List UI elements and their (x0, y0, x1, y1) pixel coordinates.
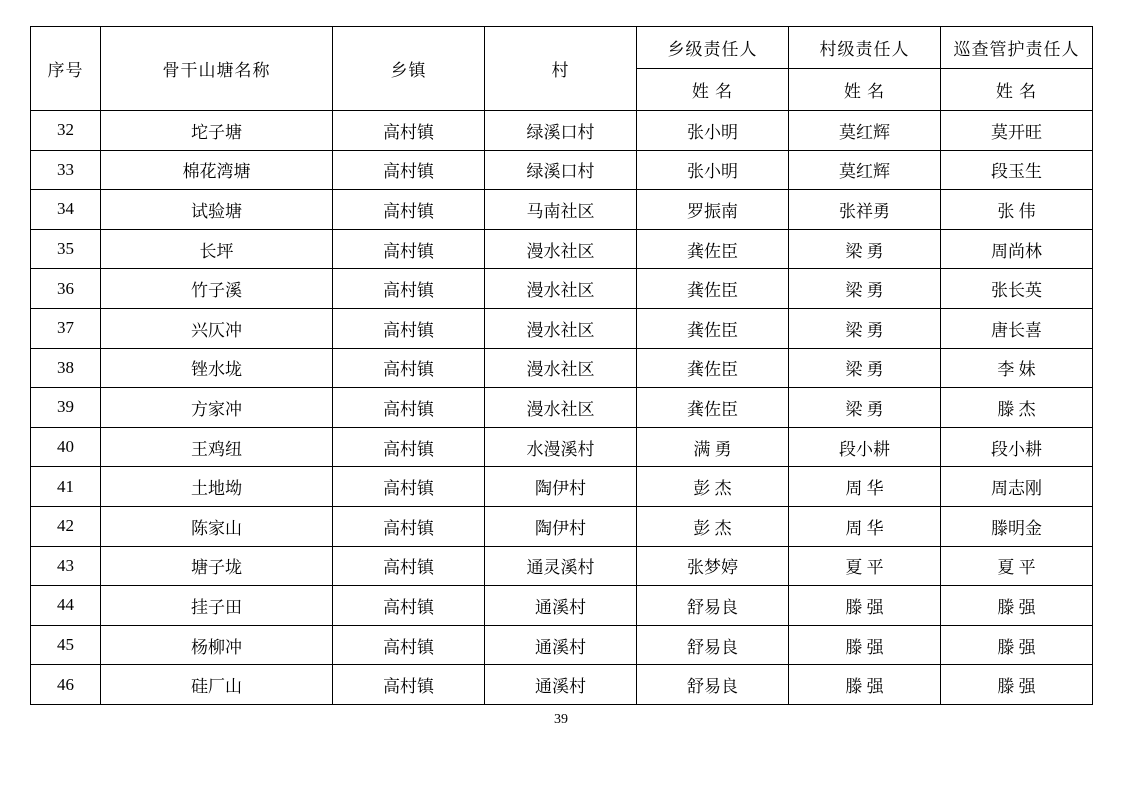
cell-village: 漫水社区 (485, 269, 637, 309)
cell-no: 35 (31, 229, 101, 269)
cell-no: 38 (31, 348, 101, 388)
cell-no: 43 (31, 546, 101, 586)
cell-patrol-responsible: 周尚林 (941, 229, 1093, 269)
cell-town: 高村镇 (333, 269, 485, 309)
cell-patrol-responsible: 张长英 (941, 269, 1093, 309)
table-row (31, 111, 1093, 151)
cell-town: 高村镇 (333, 665, 485, 705)
cell-no: 37 (31, 308, 101, 348)
cell-township-responsible: 张小明 (637, 150, 789, 190)
cell-town: 高村镇 (333, 229, 485, 269)
cell-town: 高村镇 (333, 150, 485, 190)
cell-pond-name: 长坪 (101, 229, 333, 269)
cell-township-responsible: 张梦婷 (637, 546, 789, 586)
column-subheader-name-1: 姓 名 (637, 69, 789, 111)
cell-village: 陶伊村 (485, 506, 637, 546)
cell-township-responsible: 满 勇 (637, 427, 789, 467)
cell-village-responsible: 梁 勇 (789, 348, 941, 388)
cell-pond-name: 方家冲 (101, 388, 333, 428)
column-header-pond-name: 骨干山塘名称 (101, 27, 333, 111)
table-row (31, 229, 1093, 269)
cell-village-responsible: 梁 勇 (789, 388, 941, 428)
table-row (31, 665, 1093, 705)
cell-village: 陶伊村 (485, 467, 637, 507)
column-subheader-name-3: 姓 名 (941, 69, 1093, 111)
cell-town: 高村镇 (333, 308, 485, 348)
cell-no: 32 (31, 111, 101, 151)
cell-patrol-responsible: 张 伟 (941, 190, 1093, 230)
cell-village-responsible: 莫红辉 (789, 111, 941, 151)
cell-pond-name: 锉水垅 (101, 348, 333, 388)
cell-township-responsible: 彭 杰 (637, 506, 789, 546)
cell-no: 42 (31, 506, 101, 546)
cell-township-responsible: 舒易良 (637, 665, 789, 705)
page-number: 39 (554, 712, 568, 727)
cell-town: 高村镇 (333, 586, 485, 626)
column-header-patrol-responsible: 巡查管护责任人 (941, 27, 1093, 69)
cell-township-responsible: 龚佐臣 (637, 229, 789, 269)
cell-township-responsible: 龚佐臣 (637, 388, 789, 428)
cell-village-responsible: 滕 强 (789, 665, 941, 705)
cell-patrol-responsible: 滕 强 (941, 586, 1093, 626)
cell-village: 马南社区 (485, 190, 637, 230)
cell-pond-name: 兴仄冲 (101, 308, 333, 348)
cell-village-responsible: 周 华 (789, 467, 941, 507)
table-row (31, 506, 1093, 546)
cell-no: 33 (31, 150, 101, 190)
table-row (31, 269, 1093, 309)
table-row (31, 308, 1093, 348)
cell-village: 水漫溪村 (485, 427, 637, 467)
cell-no: 40 (31, 427, 101, 467)
cell-town: 高村镇 (333, 111, 485, 151)
table-header (31, 27, 1093, 111)
table-row (31, 190, 1093, 230)
cell-township-responsible: 彭 杰 (637, 467, 789, 507)
column-header-village-responsible: 村级责任人 (789, 27, 941, 69)
cell-no: 46 (31, 665, 101, 705)
cell-no: 34 (31, 190, 101, 230)
cell-patrol-responsible: 李 妹 (941, 348, 1093, 388)
cell-pond-name: 棉花湾塘 (101, 150, 333, 190)
responsibility-table (30, 26, 1093, 705)
cell-pond-name: 土地坳 (101, 467, 333, 507)
cell-village: 通灵溪村 (485, 546, 637, 586)
cell-patrol-responsible: 莫开旺 (941, 111, 1093, 151)
column-header-town: 乡镇 (333, 27, 485, 111)
cell-village: 绿溪口村 (485, 111, 637, 151)
cell-village-responsible: 滕 强 (789, 625, 941, 665)
cell-township-responsible: 舒易良 (637, 625, 789, 665)
table-row (31, 150, 1093, 190)
cell-town: 高村镇 (333, 190, 485, 230)
cell-township-responsible: 龚佐臣 (637, 308, 789, 348)
column-subheader-name-2: 姓 名 (789, 69, 941, 111)
cell-town: 高村镇 (333, 388, 485, 428)
cell-village-responsible: 张祥勇 (789, 190, 941, 230)
cell-pond-name: 陈家山 (101, 506, 333, 546)
cell-village: 漫水社区 (485, 388, 637, 428)
cell-pond-name: 坨子塘 (101, 111, 333, 151)
table-row (31, 546, 1093, 586)
cell-no: 36 (31, 269, 101, 309)
cell-village-responsible: 梁 勇 (789, 229, 941, 269)
cell-no: 41 (31, 467, 101, 507)
table-row (31, 427, 1093, 467)
column-header-township-responsible: 乡级责任人 (637, 27, 789, 69)
column-header-village: 村 (485, 27, 637, 111)
cell-patrol-responsible: 滕 杰 (941, 388, 1093, 428)
cell-no: 45 (31, 625, 101, 665)
cell-patrol-responsible: 唐长喜 (941, 308, 1093, 348)
cell-patrol-responsible: 滕 强 (941, 625, 1093, 665)
cell-pond-name: 硅厂山 (101, 665, 333, 705)
cell-village: 漫水社区 (485, 308, 637, 348)
cell-town: 高村镇 (333, 546, 485, 586)
cell-village-responsible: 段小耕 (789, 427, 941, 467)
cell-village: 通溪村 (485, 665, 637, 705)
cell-town: 高村镇 (333, 625, 485, 665)
cell-town: 高村镇 (333, 506, 485, 546)
cell-patrol-responsible: 夏 平 (941, 546, 1093, 586)
cell-village: 通溪村 (485, 586, 637, 626)
cell-village: 漫水社区 (485, 229, 637, 269)
cell-pond-name: 挂子田 (101, 586, 333, 626)
cell-village-responsible: 夏 平 (789, 546, 941, 586)
cell-township-responsible: 龚佐臣 (637, 269, 789, 309)
cell-village-responsible: 滕 强 (789, 586, 941, 626)
cell-town: 高村镇 (333, 467, 485, 507)
cell-patrol-responsible: 滕 强 (941, 665, 1093, 705)
cell-township-responsible: 张小明 (637, 111, 789, 151)
cell-patrol-responsible: 段小耕 (941, 427, 1093, 467)
cell-town: 高村镇 (333, 348, 485, 388)
cell-pond-name: 试验塘 (101, 190, 333, 230)
cell-town: 高村镇 (333, 427, 485, 467)
cell-village: 通溪村 (485, 625, 637, 665)
table-body (31, 111, 1093, 705)
table-row (31, 625, 1093, 665)
table-row (31, 586, 1093, 626)
cell-no: 44 (31, 586, 101, 626)
cell-village: 漫水社区 (485, 348, 637, 388)
column-header-no: 序号 (31, 27, 101, 111)
table-header-row-1 (31, 27, 1093, 69)
cell-patrol-responsible: 滕明金 (941, 506, 1093, 546)
cell-township-responsible: 龚佐臣 (637, 348, 789, 388)
cell-village-responsible: 莫红辉 (789, 150, 941, 190)
cell-no: 39 (31, 388, 101, 428)
cell-village-responsible: 周 华 (789, 506, 941, 546)
cell-patrol-responsible: 周志刚 (941, 467, 1093, 507)
cell-village-responsible: 梁 勇 (789, 269, 941, 309)
cell-pond-name: 杨柳冲 (101, 625, 333, 665)
cell-pond-name: 王鸡纽 (101, 427, 333, 467)
table-row (31, 348, 1093, 388)
cell-village: 绿溪口村 (485, 150, 637, 190)
cell-village-responsible: 梁 勇 (789, 308, 941, 348)
table-row (31, 388, 1093, 428)
cell-township-responsible: 罗振南 (637, 190, 789, 230)
cell-patrol-responsible: 段玉生 (941, 150, 1093, 190)
cell-pond-name: 塘子垅 (101, 546, 333, 586)
cell-township-responsible: 舒易良 (637, 586, 789, 626)
cell-pond-name: 竹子溪 (101, 269, 333, 309)
table-row (31, 467, 1093, 507)
